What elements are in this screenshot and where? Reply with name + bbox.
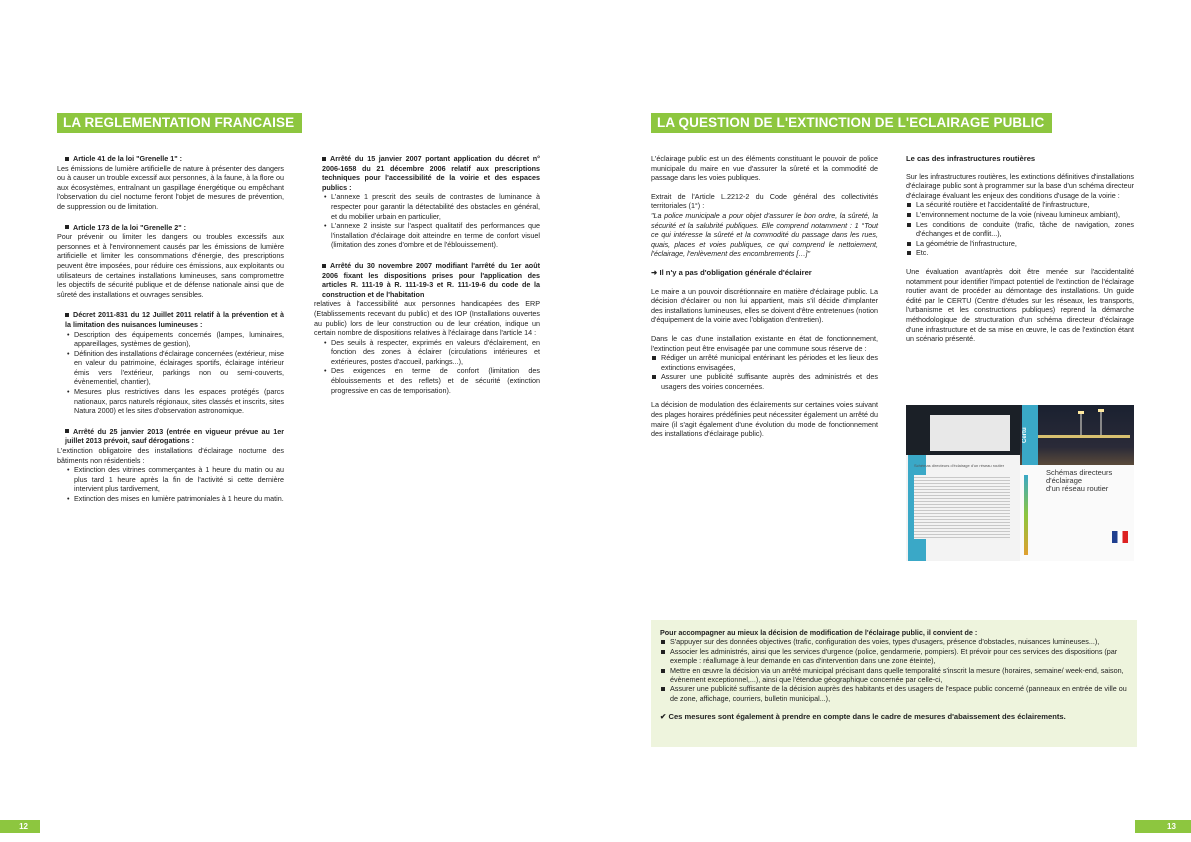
list-item: • L'annexe 1 prescrit des seuils de contrastes de luminance à respecter pour garantir la détectabilité des obstacles en général, et du mobilier urbain en particulier, bbox=[324, 192, 540, 221]
article-173-title: Article 173 de la loi "Grenelle 2" : bbox=[57, 223, 284, 233]
recommendations-intro: Pour accompagner au mieux la décision de modification de l'éclairage public, il convient de : bbox=[660, 628, 978, 637]
cover-back-panel: Schémas directeurs d'éclairage d'un réseau routier bbox=[906, 405, 1020, 561]
recommendations-conclusion: ✔ Ces mesures sont également à prendre en compte dans le cadre de mesures d'abaissement des éclairements. bbox=[660, 712, 1066, 722]
left-column-2 bbox=[314, 154, 540, 406]
list-item: Assurer une publicité suffisante auprès des administrés et des usagers des voiries concernées. bbox=[651, 372, 878, 391]
article-41-text: Les émissions de lumière artificielle de nature à présenter des dangers ou à causer un trouble excessif aux personnes, à la faune, à la flore ou aux écosystèmes, entraînant un gaspillage énergétique ou empêchant l'observation du ciel nocturne feront l'objet de mesures de prévention, de suppression ou de limitation. bbox=[57, 163, 284, 211]
arrete-nov-2007-text: relatives à l'accessibilité aux personnes handicapées des ERP (Etablissements recevant du public) et des IOP (Installations ouvertes au public) lors de leur construction ou de leur création, indique un certain nombre de dispositions relatives à l'éclairage dans l'article 14 : bbox=[314, 299, 540, 338]
list-item: Les conditions de conduite (trafic, tâche de navigation, zones d'échanges et de conflit...), bbox=[906, 220, 1134, 239]
extinction-conditions bbox=[651, 353, 878, 391]
list-item: • Extinction des vitrines commerçantes à 1 heure du matin ou au plus tard 1 heure après la fin de l'activité si cette dernière intervient plus tardivement, bbox=[67, 465, 284, 494]
arrete-2013-text: L'extinction obligatoire des installations d'éclairage nocturne des bâtiments non résidentiels : bbox=[57, 446, 284, 465]
left-column-1 bbox=[57, 154, 284, 515]
certu-guide-cover-image bbox=[906, 405, 1134, 561]
arrete-2007-title: Arrêté du 15 janvier 2007 portant application du décret n° 2006-1658 du 21 décembre 2006 relatif aux prescriptions techniques pour l'accessibilité de la voirie et des espaces publics : bbox=[322, 154, 540, 192]
maire-paragraph: Le maire a un pouvoir discrétionnaire en matière d'éclairage public. La décision d'éclairer ou non lui appartient, mais s'il décide d'implanter des installations lumineuses, elles se doivent d'être entretenues (notion d'équipement de la voirie avec l'obligation d'entretien). bbox=[651, 286, 878, 325]
list-item: • Extinction des mises en lumière patrimoniales à 1 heure du matin. bbox=[67, 494, 284, 504]
list-item: Rédiger un arrêté municipal entérinant les périodes et les lieux des extinctions envisagées, bbox=[651, 353, 878, 372]
cover-front-panel bbox=[1020, 405, 1134, 561]
code-extract: Extrait de l'Article L.2212-2 du Code général des collectivités territoriales (1°) : "La police municipale a pour objet d'assurer le bon ordre, la sûreté, la sécurité et la salubrité publiques. Elle comprend notamment : 1 °Tout ce qui intéresse la sûreté et la commodité du passage dans les rues, quais, places et voies publiques, ce qui comprend le nettoiement, l'éclairage, l'enlèvement des encombrements […]" bbox=[651, 191, 878, 259]
list-item: Etc. bbox=[906, 248, 1134, 258]
republic-logo bbox=[1112, 531, 1128, 543]
list-item: • Des exigences en terme de confort (limitation des éblouissements et des reflets) et de sécurité (extinction progressive en cas de temporisation). bbox=[324, 366, 540, 395]
list-item: La géométrie de l'infrastructure, bbox=[906, 239, 1134, 249]
decret-2011-title: Décret 2011-831 du 12 Juillet 2011 relatif à la prévention et à la limitation des nuisances lumineuses : bbox=[65, 310, 284, 329]
list-item: • Définition des installations d'éclairage concernées (extérieur, mise en valeur du patrimoine, éclairages sportifs, éclairage intérieur émis vers l'extérieur, parkings non ou semi-couverts, évènementiel, chantier), bbox=[67, 349, 284, 387]
recommendations-list bbox=[660, 637, 1128, 703]
article-173-text: Pour prévenir ou limiter les dangers ou troubles excessifs aux personnes et à l'environnement causés par les émissions de lumière artificielle et limiter les consommations d'énergie, des prescriptions peuvent être imposées, pour réduire ces émissions, aux exploitants ou utilisateurs de certaines installations lumineuses, sans compromettre les objectifs de sécurité publique et de défense nationale ainsi que de sûreté des installations et ouvrages sensibles. bbox=[57, 232, 284, 299]
cover-title: Schémas directeurs d'éclairage d'un réseau routier bbox=[1046, 468, 1113, 493]
evaluation-paragraph: Une évaluation avant/après doit être menée sur l'accidentalité notamment pour identifier l'impact potentiel de l'extinction de l'éclairage routier avant de procéder au démontage des installations. Un guide édité par le CERTU (Centre d'études sur les réseaux, les transports, l'urbanisme et les constructions publiques) reprend la démarche méthodologique de structuration d'un schéma directeur d'éclairage d'une infrastructure et de sa mise en œuvre, le cas de l'extinction étant un scénario présenté. bbox=[906, 266, 1134, 344]
arrete-nov-2007-list bbox=[314, 338, 540, 396]
extinction-paragraph: Dans le cas d'une installation existante en état de fonctionnement, l'extinction peut être envisagée par une commune sous réserve de : Rédiger un arrêté municipal entérinant les périodes et les lieux des extinctions envisagées, Assurer une publicité suffisante auprès des administrés et des usagers des voiries concernées. bbox=[651, 333, 878, 391]
list-item: S'appuyer sur des données objectives (trafic, configuration des voies, types d'usagers, présence d'obstacles, nuisances lumineuses...), bbox=[660, 637, 1128, 646]
article-41-title: Article 41 de la loi "Grenelle 1" : bbox=[57, 154, 284, 164]
arrete-2013-title: Arrêté du 25 janvier 2013 (entrée en vigueur prévue au 1er juillet 2013 prévoit, sauf dérogations : bbox=[65, 426, 284, 446]
list-item: • L'annexe 2 insiste sur l'aspect qualitatif des performances que l'installation d'éclairage doit atteindre en terme de confort visuel (limitation des zones d'ombre et de l'éblouissement). bbox=[324, 221, 540, 250]
recommendations-box bbox=[651, 620, 1137, 747]
list-item: • Mesures plus restrictives dans les espaces protégés (parcs nationaux, parcs naturels régionaux, sites classés et inscrits, sites Natura 2000) et les sites d'observation astronomique. bbox=[67, 387, 284, 416]
subheading-no-obligation: ➜ Il n'y a pas d'obligation générale d'éclairer bbox=[651, 267, 812, 277]
list-item: Associer les administrés, ainsi que les services d'urgence (police, gendarmerie, pompiers). Et prévoir pour ces services des dispositions (par exemple : réallumage à leur demande en cas d'intervention dans une zone éteinte), bbox=[660, 647, 1128, 666]
list-item: Mettre en œuvre la décision via un arrêté municipal précisant dans quelle temporalité s'inscrit la mesure (horaires, semaine/ week-end, saison, évènement exceptionnel,...), ainsi que l'étendue géographique concernée par celle-ci, bbox=[660, 666, 1128, 685]
list-item: • Description des équipements concernés (lampes, luminaires, appareillages, systèmes de gestion), bbox=[67, 330, 284, 349]
left-section-heading: LA REGLEMENTATION FRANCAISE bbox=[57, 113, 302, 133]
list-item: La sécurité routière et l'accidentalité de l'infrastructure, bbox=[906, 200, 1134, 210]
arrete-2007-list bbox=[314, 192, 540, 250]
right-column-2 bbox=[906, 154, 1134, 353]
infrastructures-title: Le cas des infrastructures routières bbox=[906, 154, 1036, 163]
infrastructures-text: Sur les infrastructures routières, les extinctions définitives d'installations d'éclairage public sont à programmer sur la base d'un schéma directeur d'éclairage évaluant les enjeux des conditions d'usage de la voirie : bbox=[906, 171, 1134, 200]
page-number-right: 13 bbox=[1135, 820, 1191, 833]
intro-paragraph: L'éclairage public est un des éléments constituant le pouvoir de police municipale du maire en vue d'assurer la sûreté et la commodité de passage dans les voies publiques. bbox=[651, 154, 878, 183]
list-item: L'environnement nocturne de la voie (niveau lumineux ambiant), bbox=[906, 210, 1134, 220]
arrete-2013-list bbox=[57, 465, 284, 503]
page-number-left: 12 bbox=[0, 820, 40, 833]
infrastructures-list bbox=[906, 200, 1134, 258]
list-item: • Des seuils à respecter, exprimés en valeurs d'éclairement, en fonction des zones à éclairer (circulations intérieures et extérieures, postes d'accueil, parkings...), bbox=[324, 338, 540, 367]
cover-brand: Certu bbox=[1022, 405, 1038, 465]
modulation-paragraph: La décision de modulation des éclairements sur certaines voies suivant des plages horaires prédéfinies peut nécessiter également un arrêté du maire (il s'agit également d'une évolution du mode de fonctionnement des installations d'éclairage public). bbox=[651, 400, 878, 439]
right-column-1 bbox=[651, 154, 878, 448]
list-item: Assurer une publicité suffisante de la décision auprès des habitants et des usagers de l'espace public concerné (panneaux en entrée de ville ou de zone, affichage, courriers, bulletin municipal...), bbox=[660, 684, 1128, 703]
decret-2011-list bbox=[57, 330, 284, 416]
arrete-nov-2007-title: Arrêté du 30 novembre 2007 modifiant l'arrêté du 1er août 2006 fixant les dispositions prises pour l'application des articles R. 111-19 à R. 111-19-3 et R. 111-19-6 du code de la construction et de l'habitation bbox=[322, 260, 540, 299]
right-section-heading: LA QUESTION DE L'EXTINCTION DE L'ECLAIRAGE PUBLIC bbox=[651, 113, 1052, 133]
